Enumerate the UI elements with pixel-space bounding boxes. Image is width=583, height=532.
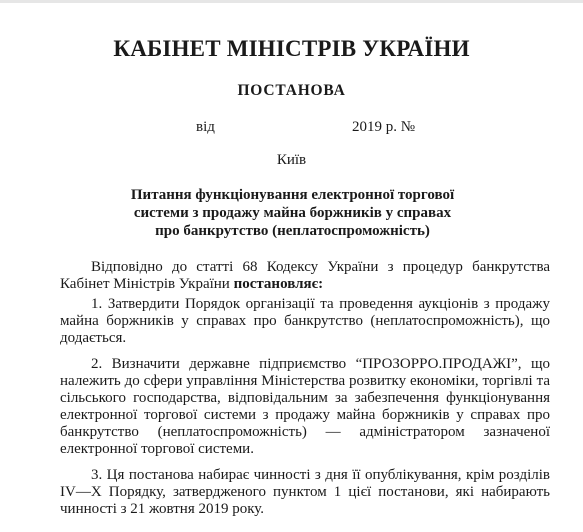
point-3: 3. Ця постанова набирає чинності з дня її опублікування, крім розділів IV—X Порядку, затвердженого пунктом 1 цієї постанови, які набирають чинності з 21 жовтня 2019 року.	[60, 467, 550, 517]
heading-line: системи з продажу майна боржників у справах	[133, 205, 452, 221]
resolution-points	[60, 296, 550, 518]
point-2: 2. Визначити державне підприємство “ПРОЗОРРО.ПРОДАЖІ”, що належить до сфери управління Міністерства розвитку економіки, торгівлі та сільського господарства, відповідальним за забезпечення функціонування електронної торгової системи з продажу майна боржників у справах про банкрутство (неплатоспроможність) — адміністратором зазначеної електронної торгової системи.	[60, 356, 550, 457]
heading-line: про банкрутство (неплатоспроможність)	[155, 223, 430, 239]
resolution-heading	[110, 186, 475, 240]
intro-decree-word: постановляє:	[233, 276, 324, 292]
date-prefix: від	[196, 119, 215, 135]
intro-paragraph	[60, 259, 550, 293]
scan-top-edge	[0, 0, 583, 3]
point-1: 1. Затвердити Порядок організації та проведення аукціонів з продажу майна боржників у справах про банкрутство (неплатоспроможність), що додається.	[60, 296, 550, 346]
intro-text	[60, 259, 550, 293]
date-value: 2019 р. №	[352, 119, 416, 135]
heading-line: Питання функціонування електронної торгової	[130, 187, 455, 203]
issuer-title: КАБІНЕТ МІНІСТРІВ УКРАЇНИ	[113, 36, 470, 61]
intro-body: Відповідно до статті 68 Кодексу України з процедур банкрутства Кабінет Міністрів України	[60, 259, 550, 292]
document-type: ПОСТАНОВА	[237, 82, 346, 99]
city: Київ	[276, 152, 307, 168]
